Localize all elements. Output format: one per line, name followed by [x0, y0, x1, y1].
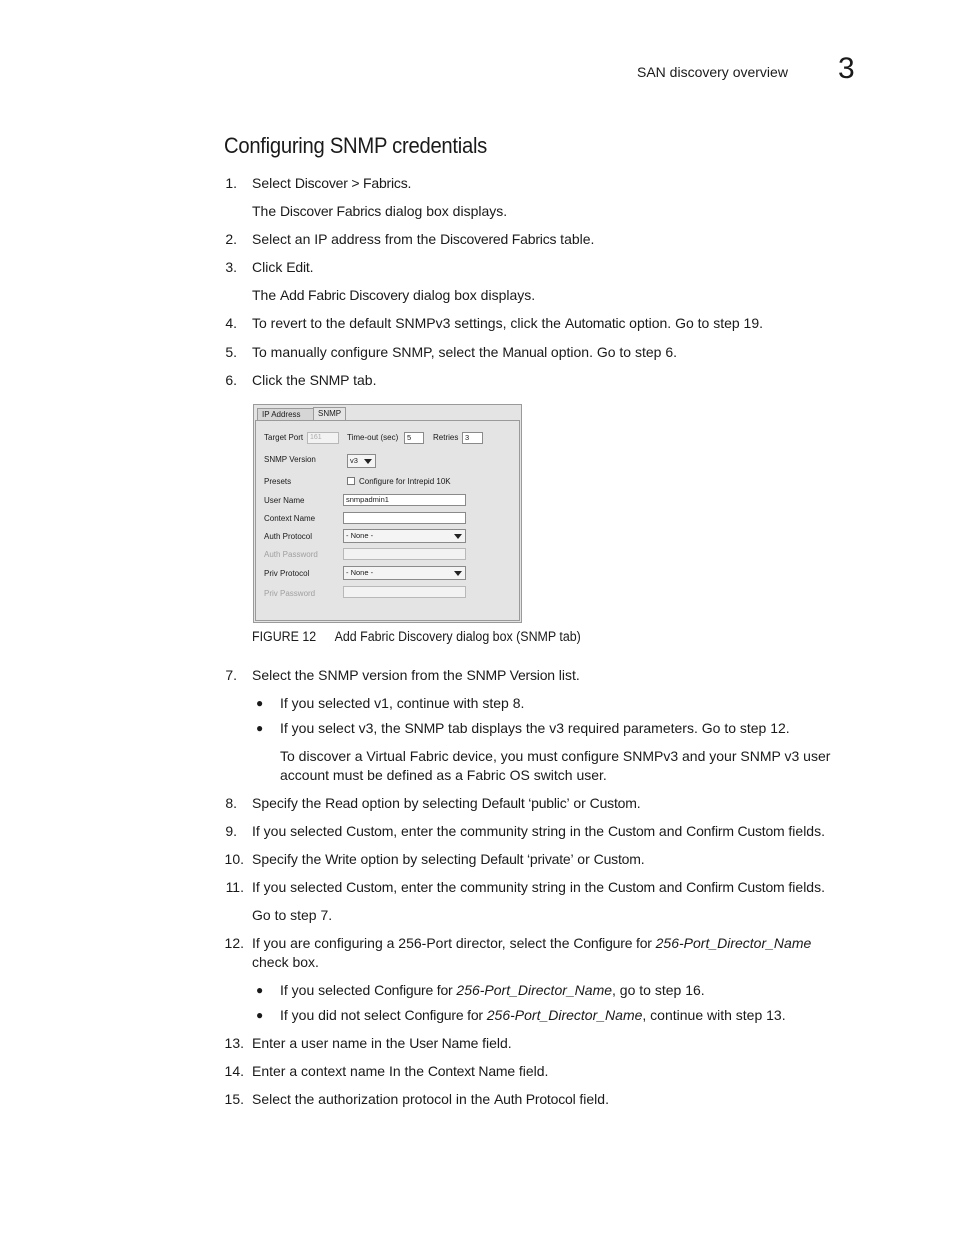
step-8: Specify the Read option by selecting Default ‘public’ or Custom.	[252, 795, 641, 811]
presets-checkbox-label: Configure for Intrepid 10K	[359, 477, 451, 486]
step-1: Select Discover > Fabrics.	[252, 175, 412, 191]
presets-label: Presets	[264, 477, 292, 486]
step-14: Enter a context name In the Context Name field.	[252, 1063, 549, 1079]
step-number: 11.	[225, 879, 244, 895]
auth-password-field[interactable]	[343, 548, 466, 560]
presets-checkbox[interactable]	[347, 477, 355, 485]
bullet-icon: ●	[256, 1008, 264, 1022]
step-3-note: The Add Fabric Discovery dialog box displays.	[252, 287, 536, 303]
step-number: 15.	[224, 1091, 244, 1107]
retries-field[interactable]: 3	[462, 432, 483, 444]
step-7-bullet-1: If you selected v1, continue with step 8.	[280, 695, 525, 711]
step-1-note: The Discover Fabrics dialog box displays.	[252, 203, 508, 219]
step-number: 14.	[224, 1063, 244, 1079]
retries-label: Retries	[433, 433, 459, 442]
running-header: SAN discovery overview	[637, 64, 788, 80]
step-12-continued: check box.	[252, 954, 319, 970]
snmp-version-label: SNMP Version	[264, 455, 316, 464]
step-number: 1.	[225, 175, 237, 191]
tab-snmp[interactable]: SNMP	[313, 407, 346, 421]
step-7: Select the SNMP version from the SNMP Version list.	[252, 667, 580, 683]
figure-caption: FIGURE 12 Add Fabric Discovery dialog box (SNMP tab)	[252, 629, 581, 644]
add-fabric-discovery-dialog	[253, 404, 522, 623]
context-name-label: Context Name	[264, 514, 316, 523]
target-port-field[interactable]: 161	[307, 432, 339, 444]
chevron-down-icon	[364, 459, 372, 464]
step-number: 7.	[225, 667, 237, 683]
chapter-number: 3	[838, 52, 855, 85]
priv-protocol-select[interactable]: - None -	[343, 566, 466, 580]
context-name-field[interactable]	[343, 512, 466, 524]
auth-protocol-label: Auth Protocol	[264, 532, 313, 541]
step-number: 8.	[225, 795, 237, 811]
step-12-bullet-1: If you selected Configure for 256-Port_Director_Name, go to step 16.	[280, 982, 705, 998]
priv-protocol-label: Priv Protocol	[264, 569, 310, 578]
chevron-down-icon	[454, 534, 462, 539]
bullet-icon: ●	[256, 696, 264, 710]
step-number: 12.	[224, 935, 244, 951]
bullet-icon: ●	[256, 721, 264, 735]
step-2: Select an IP address from the Discovered Fabrics table.	[252, 231, 595, 247]
step-7-note-line-2: account must be defined as a Fabric OS switch user.	[280, 767, 607, 783]
chevron-down-icon	[454, 571, 462, 576]
step-number: 5.	[225, 344, 237, 360]
user-name-field[interactable]: snmpadmin1	[343, 494, 466, 506]
step-9: If you selected Custom, enter the community string in the Custom and Confirm Custom fields.	[252, 823, 825, 839]
step-number: 3.	[225, 259, 237, 275]
priv-password-label: Priv Password	[264, 589, 316, 598]
step-11-note: Go to step 7.	[252, 907, 333, 923]
auth-password-label: Auth Password	[264, 550, 318, 559]
step-5: To manually configure SNMP, select the Manual option. Go to step 6.	[252, 344, 678, 360]
step-number: 9.	[225, 823, 237, 839]
step-number: 4.	[225, 315, 237, 331]
step-number: 10.	[224, 851, 244, 867]
step-12-bullet-2: If you did not select Configure for 256-Port_Director_Name, continue with step 13.	[280, 1007, 786, 1023]
target-port-label: Target Port	[264, 433, 304, 442]
step-15: Select the authorization protocol in the Auth Protocol field.	[252, 1091, 609, 1107]
step-7-note-line-1: To discover a Virtual Fabric device, you must configure SNMPv3 and your SNMP v3 user	[280, 748, 831, 764]
step-number: 13.	[224, 1035, 244, 1051]
section-heading: Configuring SNMP credentials	[224, 133, 488, 158]
step-3: Click Edit.	[252, 259, 314, 275]
step-4: To revert to the default SNMPv3 settings, click the Automatic option. Go to step 19.	[252, 315, 764, 331]
tab-ip-address[interactable]: IP Address	[257, 408, 314, 421]
snmp-version-select[interactable]: v3	[347, 454, 376, 468]
timeout-field[interactable]: 5	[404, 432, 424, 444]
step-6: Click the SNMP tab.	[252, 372, 377, 388]
step-7-bullet-2: If you select v3, the SNMP tab displays the v3 required parameters. Go to step 12.	[280, 720, 790, 736]
step-10: Specify the Write option by selecting Default ‘private’ or Custom.	[252, 851, 645, 867]
step-number: 6.	[225, 372, 237, 388]
step-number: 2.	[225, 231, 237, 247]
timeout-label: Time-out (sec)	[347, 433, 399, 442]
priv-password-field[interactable]	[343, 586, 466, 598]
user-name-label: User Name	[264, 496, 305, 505]
step-13: Enter a user name in the User Name field.	[252, 1035, 512, 1051]
auth-protocol-select[interactable]: - None -	[343, 529, 466, 543]
bullet-icon: ●	[256, 983, 264, 997]
step-12: If you are configuring a 256-Port director, select the Configure for 256-Port_Director_Name	[252, 935, 812, 951]
step-11: If you selected Custom, enter the community string in the Custom and Confirm Custom fields.	[252, 879, 825, 895]
